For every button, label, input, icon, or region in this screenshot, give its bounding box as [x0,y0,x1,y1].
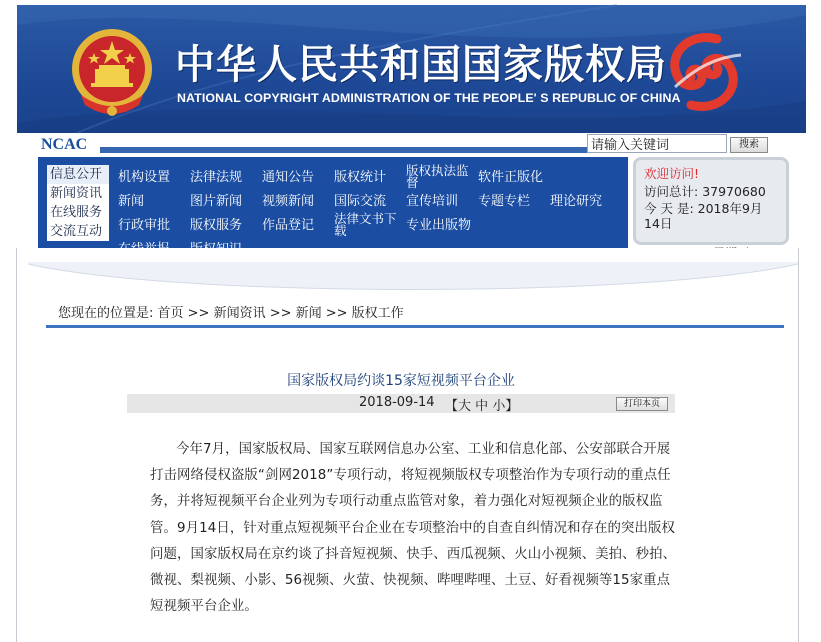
national-emblem-icon [69,25,155,121]
site-title-chinese: 中华人民共和国国家版权局 [175,42,667,88]
article-date: 2018-09-14 [359,395,435,410]
font-size-close-bracket: 】 [505,399,519,414]
nav-link-training[interactable]: 宣传培训 [406,193,459,209]
breadcrumb-path[interactable]: 首页 >> 新闻资讯 >> 新闻 >> 版权工作 [153,306,404,321]
nav-link-admin-approval[interactable]: 行政审批 [118,217,171,233]
nav-link-laws[interactable]: 法律法规 [190,169,243,185]
nav-link-software-legalization[interactable]: 软件正版化 [478,169,544,185]
nav-link-work-registration[interactable]: 作品登记 [262,217,315,233]
nav-link-copyright-service[interactable]: 版权服务 [190,217,243,233]
top-strip [38,134,806,156]
visitor-welcome: 欢迎访问! [644,166,700,181]
tab-online-service[interactable]: 在线服务 [45,203,109,222]
breadcrumb-divider [46,325,784,328]
nav-link-grid [112,165,624,261]
visitor-total-value: 37970680 [702,184,766,199]
tab-interaction[interactable]: 交流互动 [45,222,109,241]
visitor-total-label: 访问总计: [644,184,699,199]
visitor-info-box [633,157,789,245]
nav-tabs [45,165,109,241]
tab-news[interactable]: 新闻资讯 [45,184,109,203]
nav-link-video-news[interactable]: 视频新闻 [262,193,315,209]
article-title: 国家版权局约谈15家短视频平台企业 [287,373,515,389]
font-size-large[interactable]: 大 [458,399,472,414]
visitor-today-label: 今 天 是: [644,201,694,216]
nav-link-research[interactable]: 理论研究 [550,193,603,209]
nav-row [112,189,624,213]
nav-link-news[interactable]: 新闻 [118,193,145,209]
nav-link-organization[interactable]: 机构设置 [118,169,171,185]
article-body: 今年7月，国家版权局、国家互联网信息办公室、工业和信息化部、公安部联合开展打击网络侵权盗版“剑网2018”专项行动，将短视频版权专项整治作为专项行动的重点任务，并将短视频平台企业列为专项行动重点监管对象，着力强化对短视频企业的版权监管。9月14日，针对重点短视频平台企业在专项整治中的自查自纠情况和存在的突出版权问题，国家版权局在京约谈了抖音短视频、快手、西瓜视频、火山小视频、美拍、秒拍、微视、梨视频、小影、56视频、火萤、快视频、哔哩哔哩、土豆、好看视频等15家重点短视频平台企业。 [150,442,677,615]
nav-link-statistics[interactable]: 版权统计 [334,169,387,185]
nav-link-international[interactable]: 国际交流 [334,193,387,209]
breadcrumb [46,304,784,326]
nav-link-enforcement[interactable]: 版权执法监督 [406,163,469,190]
visitor-today-value: 2018年9月14日 [644,201,763,231]
tab-info-disclosure[interactable]: 信息公开 [45,165,109,184]
font-size-small[interactable]: 小 [492,399,506,414]
font-size-open-bracket: 【 [445,399,459,414]
font-size-selector [445,395,518,414]
visitor-today [644,201,778,231]
nav-row [112,165,624,189]
nav-row [112,213,624,237]
nav-link-photo-news[interactable]: 图片新闻 [190,193,243,209]
nav-link-special-topics[interactable]: 专题专栏 [478,193,531,209]
search-input[interactable] [587,134,727,153]
print-button[interactable]: 打印本页 [616,397,668,411]
article-meta-bar [127,394,675,413]
breadcrumb-label: 您现在的位置是: [58,306,154,321]
nav-link-publications[interactable]: 专业出版物 [406,217,472,233]
top-strip-bar [100,147,645,153]
content-frame-arc [28,262,798,302]
ncac-logo-icon [657,27,751,117]
nav-link-legal-docs[interactable]: 法律文书下载 [334,211,397,238]
font-size-medium[interactable]: 中 [475,399,489,414]
nav-link-notices[interactable]: 通知公告 [262,169,315,185]
search-button[interactable]: 搜索 [730,137,768,153]
site-banner [17,5,806,133]
ncac-label: NCAC [41,136,88,153]
visitor-total [644,183,778,201]
site-title-english: NATIONAL COPYRIGHT ADMINISTRATION OF THE PEOPLE' S REPUBLIC OF CHINA [177,91,681,105]
